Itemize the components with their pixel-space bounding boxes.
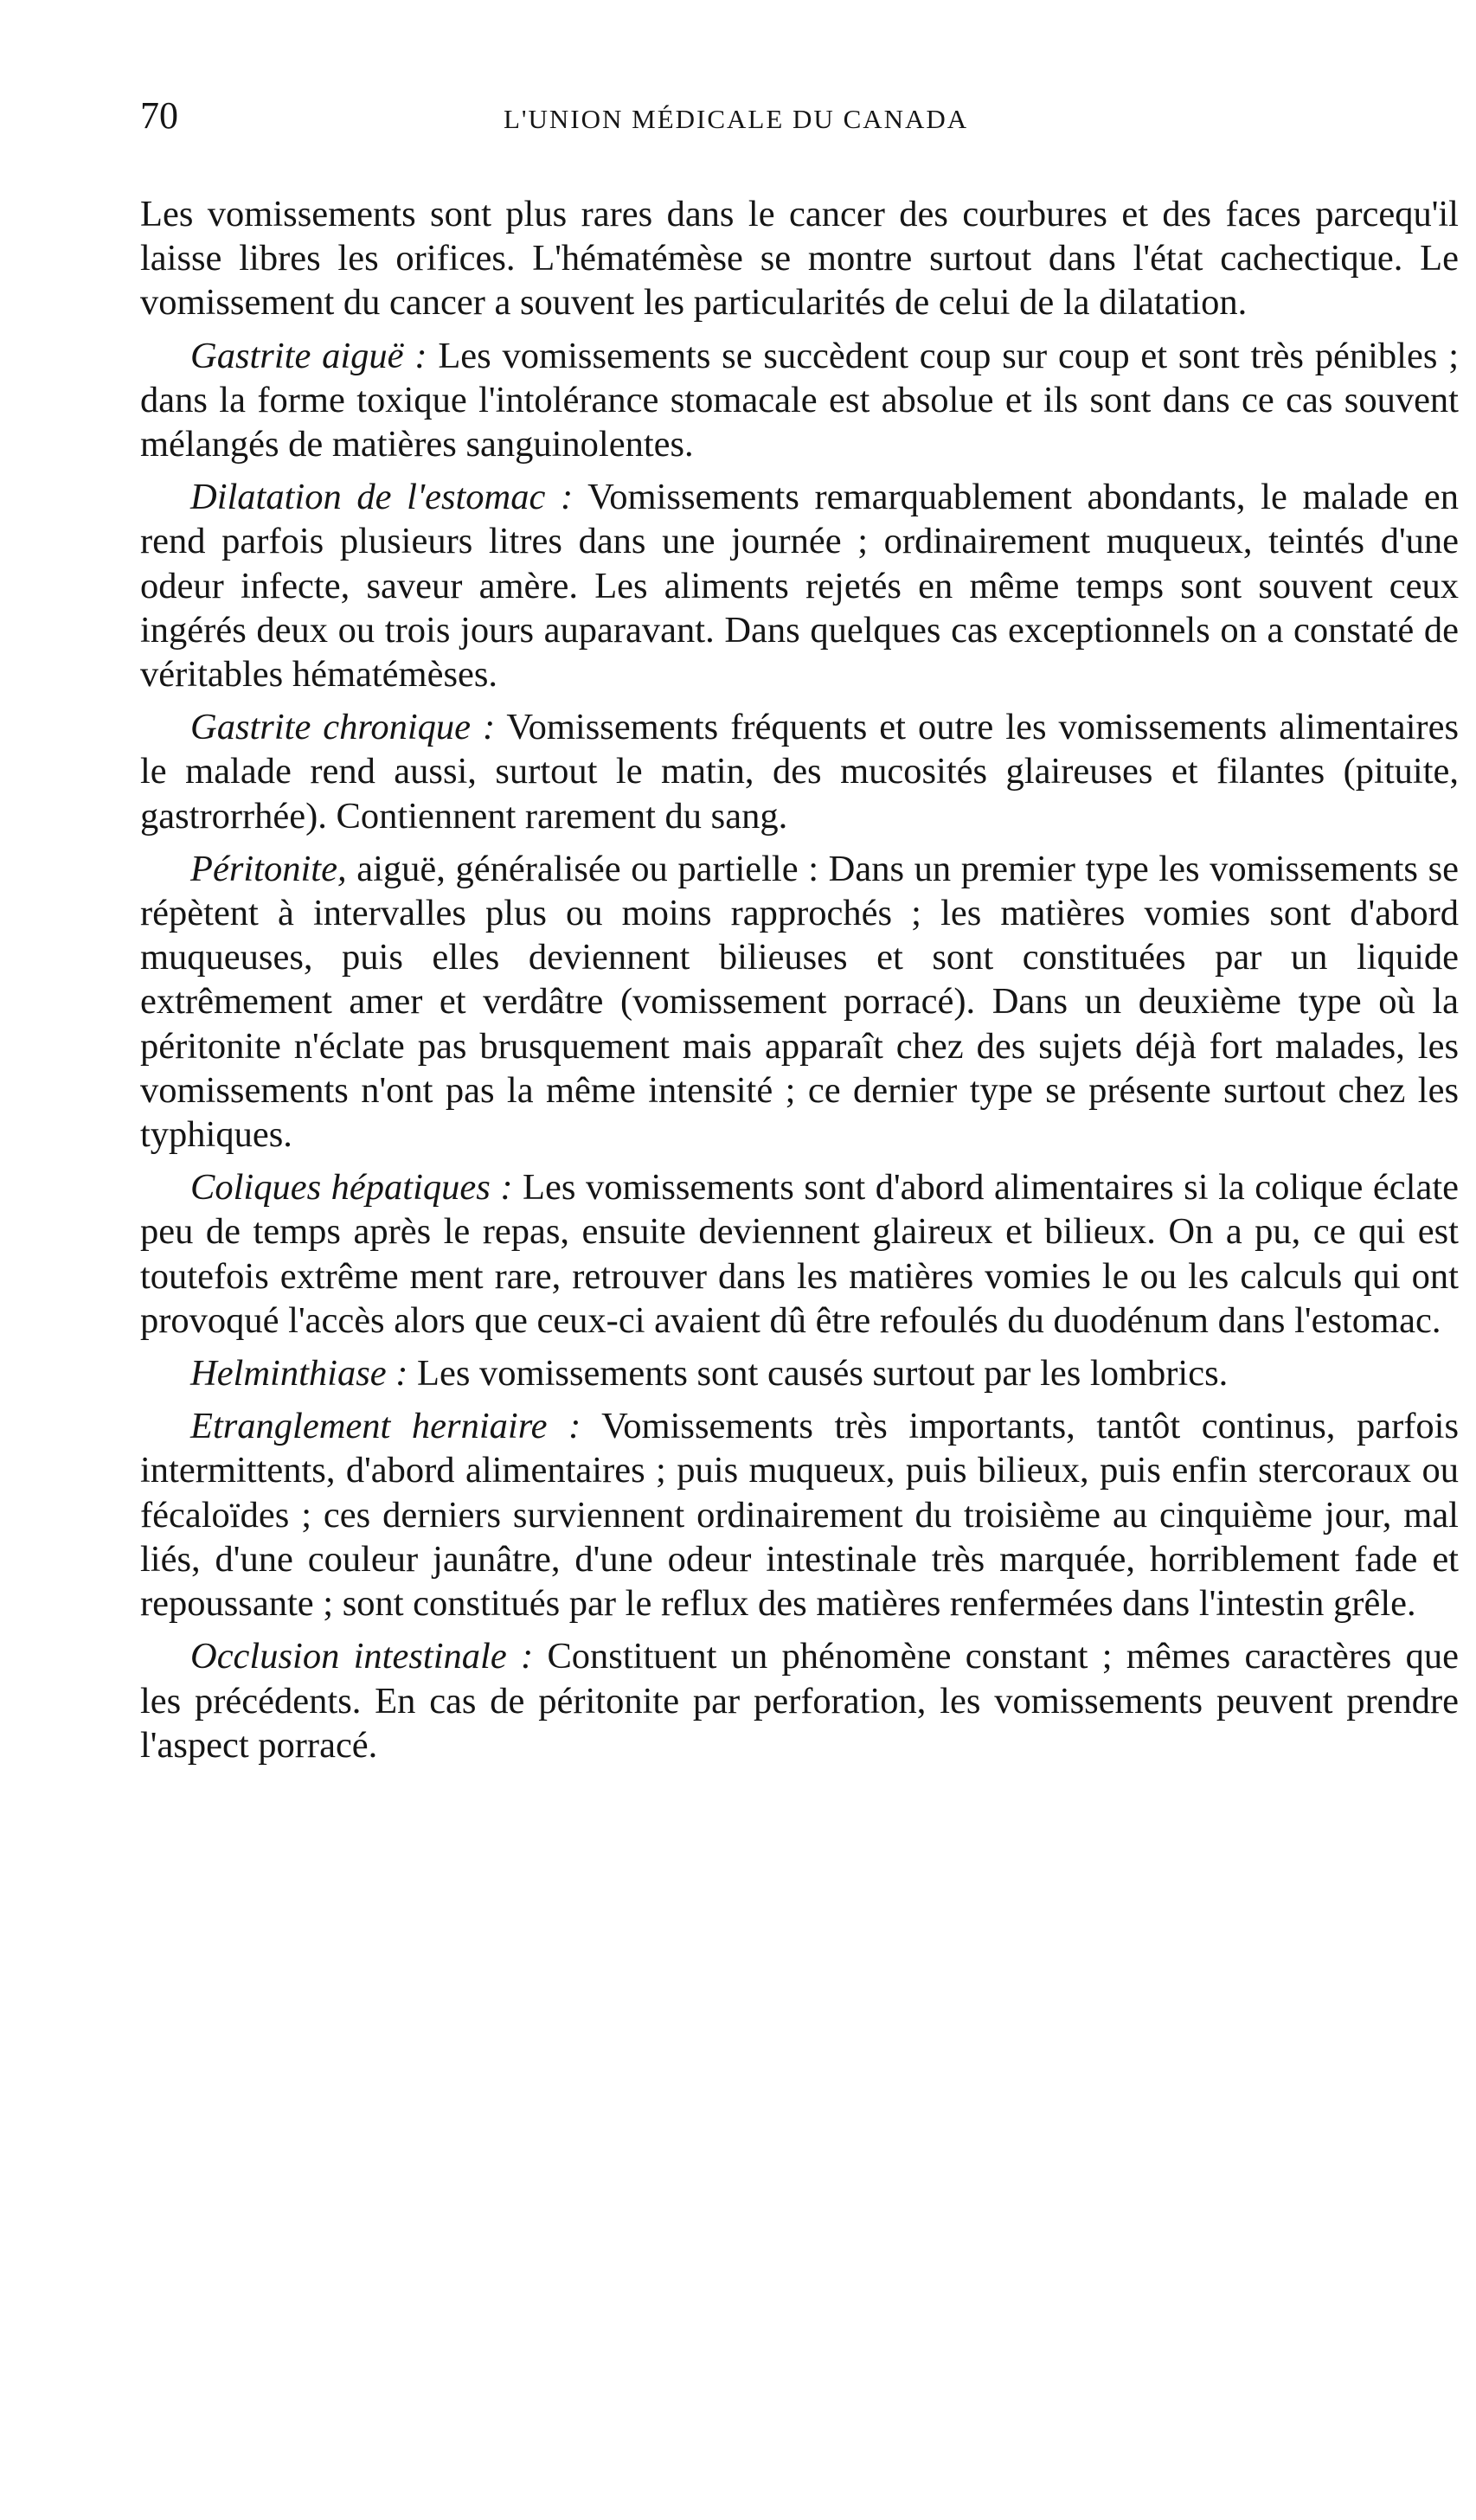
- paragraph-term: Occlusion intestinale :: [190, 1636, 534, 1677]
- page-header: [140, 93, 1459, 145]
- running-title: L'UNION MÉDICALE DU CANADA: [504, 104, 969, 134]
- paragraph-coliques-hepatiques: [140, 1165, 1459, 1343]
- paragraph-text: Vomissements remarquablement abondants, le malade en rend parfois plusieurs litres dans une journée ; ordinairement muqueux, teintés d'une odeur infecte, saveur amère. Les aliments rejetés en même temps sont souvent ceux ingérés deux ou trois jours auparavant. Dans quelques cas exceptionnels on a constaté de véritables hématémèses.: [140, 477, 1459, 696]
- paragraph-term: Dilatation de l'estomac :: [190, 477, 574, 518]
- paragraph-etranglement-herniaire: [140, 1404, 1459, 1625]
- paragraph-term: Gastrite chronique :: [190, 707, 496, 748]
- paragraph-gastrite-chronique: [140, 705, 1459, 838]
- paragraph-text: Les vomissements sont plus rares dans le cancer des courbures et des faces parcequ'il laisse libres les orifices. L'hématémèse se montre surtout dans l'état cachectique. Le vomissement du cancer a souvent les particularités de celui de la dilatation.: [140, 194, 1459, 324]
- body-text: [140, 192, 1459, 1767]
- paragraph-text: Vomissements fréquents et outre les vomissements alimentaires le malade rend aussi, surtout le matin, des mucosités glaireuses et filantes (pituite, gastrorrhée). Contiennent rarement du sang.: [140, 707, 1459, 837]
- paragraph-occlusion-intestinale: [140, 1634, 1459, 1767]
- paragraph-helminthiase: [140, 1351, 1459, 1395]
- book-page: [140, 93, 1459, 1776]
- paragraph-term: Péritonite,: [190, 848, 347, 889]
- paragraph-text: Vomissements très importants, tantôt continus, parfois intermittents, d'abord alimentaires ; puis muqueux, puis bilieux, puis enfin stercoraux ou fécaloïdes ; ces derniers surviennent ordinairement du troisième au cinquième jour, mal liés, d'une couleur jaunâtre, d'une odeur intestinale très marquée, horriblement fade et repoussante ; sont constitués par le reflux des matières renfermées dans l'intestin grêle.: [140, 1406, 1460, 1625]
- paragraph-cancer: [140, 192, 1459, 325]
- paragraph-text: Les vomissements se succèdent coup sur coup et sont très pénibles ; dans la forme toxique l'intolérance stomacale est absolue et ils sont dans ce cas souvent mélangés de matières sanguinolentes.: [140, 335, 1459, 465]
- paragraph-text: aiguë, généralisée ou partielle : Dans un premier type les vomissements se répètent à intervalles plus ou moins rapprochés ; les matières vomies sont d'abord muqueuses, puis elles deviennent bilieuses et sont constituées par un liquide extrêmement amer et verdâtre (vomissement porracé). Dans un deuxième type où la péritonite n'éclate pas brusquement mais apparaît chez des sujets déjà fort malades, les vomissements n'ont pas la même intensité ; ce dernier type se présente surtout chez les typhiques.: [140, 848, 1459, 1156]
- paragraph-text: Les vomissements sont causés surtout par les lombrics.: [408, 1353, 1229, 1395]
- paragraph-term: Etranglement herniaire :: [190, 1406, 581, 1447]
- paragraph-term: Helminthiase :: [190, 1353, 408, 1395]
- paragraph-text: Constituent un phénomène constant ; mêmes caractères que les précédents. En cas de péritonite par perforation, les vomissements peuvent prendre l'aspect porracé.: [140, 1636, 1459, 1766]
- paragraph-gastrite-aigue: [140, 334, 1459, 467]
- paragraph-term: Gastrite aiguë :: [190, 335, 427, 376]
- paragraph-peritonite: [140, 847, 1459, 1157]
- page-number: 70: [140, 94, 178, 137]
- paragraph-term: Coliques hépatiques :: [190, 1167, 513, 1209]
- paragraph-text: Les vomissements sont d'abord alimentaires si la colique éclate peu de temps après le repas, ensuite deviennent glaireux et bilieux. On a pu, ce qui est toutefois extrême ment rare, retrouver dans les matières vomies le ou les calculs qui ont provoqué l'accès alors que ceux-ci avaient dû être refoulés du duodénum dans l'estomac.: [140, 1167, 1459, 1341]
- paragraph-dilatation: [140, 475, 1459, 696]
